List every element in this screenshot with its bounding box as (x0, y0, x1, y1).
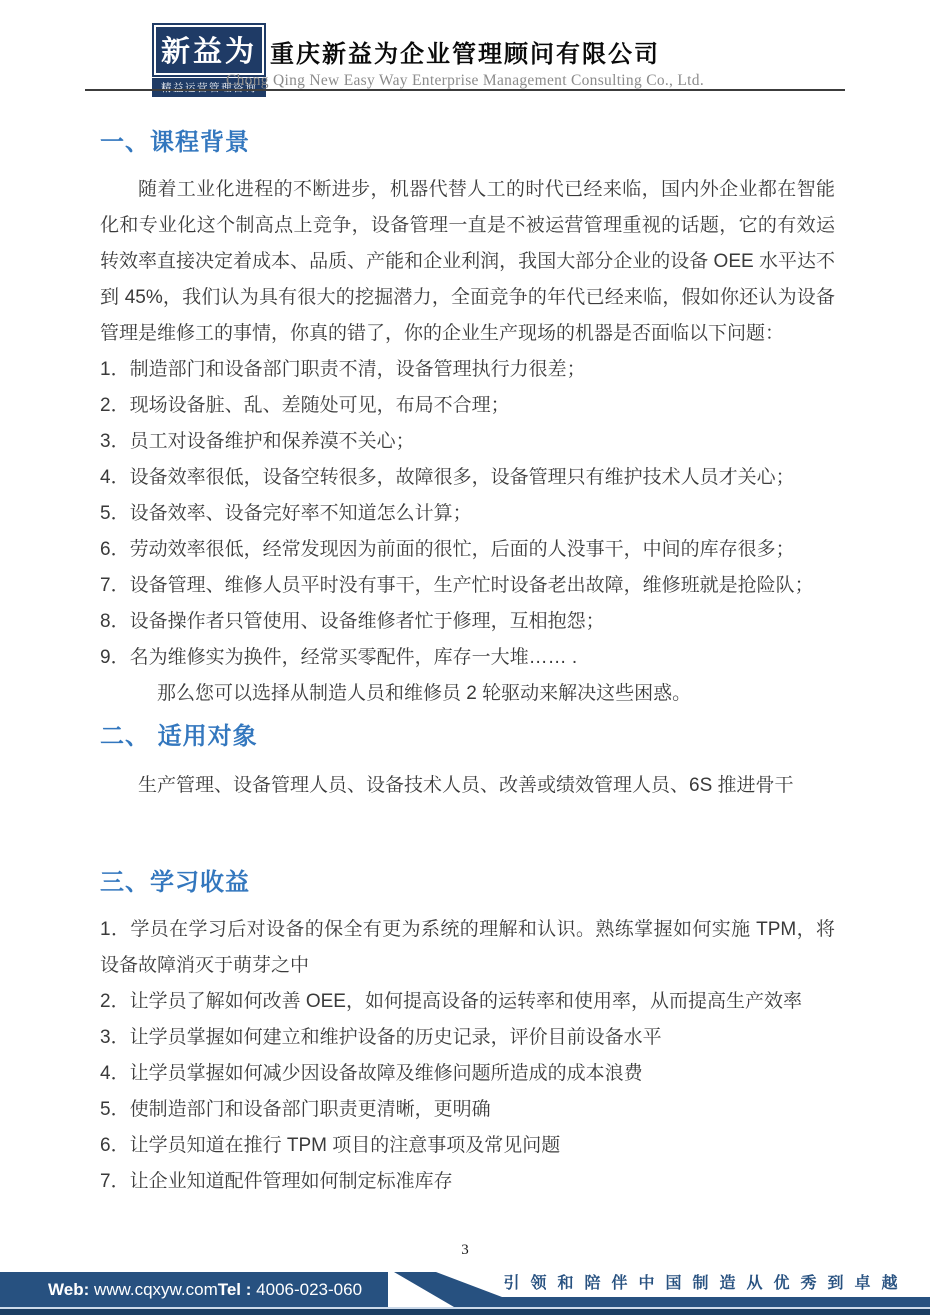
problem-item: 6．劳动效率很低，经常发现因为前面的很忙，后面的人没事干，中间的库存很多； (100, 539, 795, 560)
header-divider (85, 89, 845, 91)
page-footer (0, 1265, 930, 1315)
web-label: Web: (48, 1280, 90, 1299)
tel-number: 4006-023-060 (256, 1280, 363, 1299)
footer-bottom-strip (0, 1309, 930, 1315)
document-body (100, 92, 835, 1200)
company-name-en: Chong Qing New Easy Way Enterprise Management Consulting Co., Ltd. (225, 72, 705, 89)
problem-item: 5．设备效率、设备完好率不知道怎么计算； (100, 503, 472, 524)
course-background-closing: 那么您可以选择从制造人员和维修员 2 轮驱动来解决这些困惑。 (157, 683, 692, 704)
web-url: www.cqxyw.com (93, 1280, 218, 1299)
course-background-intro: 随着工业化进程的不断进步，机器代替人工的时代已经来临，国内外企业都在智能化和专业化这个制高点上竞争，设备管理一直是不被运营管理重视的话题，它的有效运转效率直接决定着成本、品质、产能和企业利润，我国大部分企业的设备 OEE 水平达不到 45%，我们认为具有很大的挖掘潜力，全面竞争的年代已经来临，假如你还认为设备管理是维修工的事情，你真的错了，你的企业生产现场的机器是否面临以下问题： (100, 179, 835, 344)
benefit-item: 6．让学员知道在推行 TPM 项目的注意事项及常见问题 (100, 1135, 561, 1156)
benefit-item: 7．让企业知道配件管理如何制定标准库存 (100, 1171, 453, 1192)
problem-item: 2．现场设备脏、乱、差随处可见，布局不合理； (100, 395, 510, 416)
problem-item: 7．设备管理、维修人员平时没有事干，生产忙时设备老出故障，维修班就是抢险队； (100, 575, 814, 596)
tel-label: Tel : (217, 1280, 252, 1299)
logo-tagline: 精益运营管理咨询 (152, 78, 266, 97)
audience-body: 生产管理、设备管理人员、设备技术人员、改善或绩效管理人员、6S 推进骨干 (138, 775, 794, 796)
benefit-item: 1．学员在学习后对设备的保全有更为系统的理解和认识。熟练掌握如何实施 TPM，将设备故障消灭于萌芽之中 (100, 919, 835, 976)
section-heading-benefits: 三、学习收益 (100, 869, 250, 896)
section-heading-audience: 二、 适用对象 (100, 723, 258, 750)
logo-wordmark: 新益为 (152, 23, 266, 77)
problem-list (100, 352, 835, 676)
problem-item: 9．名为维修实为换件，经常买零配件，库存一大堆…… . (100, 647, 578, 668)
problem-item: 4．设备效率很低，设备空转很多，故障很多，设备管理只有维护技术人员才关心； (100, 467, 795, 488)
company-name-block (0, 34, 930, 90)
benefit-item: 3．让学员掌握如何建立和维护设备的历史记录，评价目前设备水平 (100, 1027, 662, 1048)
benefit-item: 4．让学员掌握如何减少因设备故障及维修问题所造成的成本浪费 (100, 1063, 643, 1084)
section-heading-course-background: 一、课程背景 (100, 129, 250, 156)
page-header (0, 0, 930, 92)
problem-item: 8．设备操作者只管使用、设备维修者忙于修理，互相抱怨； (100, 611, 605, 632)
footer-slogan: 引领和陪伴中国制造从优秀到卓越 (503, 1275, 909, 1292)
benefit-item: 2．让学员了解如何改善 OEE，如何提高设备的运转率和使用率，从而提高生产效率 (100, 991, 802, 1012)
problem-item: 1．制造部门和设备部门职责不清，设备管理执行力很差； (100, 359, 586, 380)
problem-item: 3．员工对设备维护和保养漠不关心； (100, 431, 415, 452)
benefit-list (100, 912, 835, 1200)
company-name-cn: 重庆新益为企业管理顾问有限公司 (270, 41, 660, 68)
benefit-item: 5．使制造部门和设备部门职责更清晰，更明确 (100, 1099, 491, 1120)
page-number: 3 (461, 1242, 469, 1258)
footer-contact-bar (0, 1272, 388, 1307)
